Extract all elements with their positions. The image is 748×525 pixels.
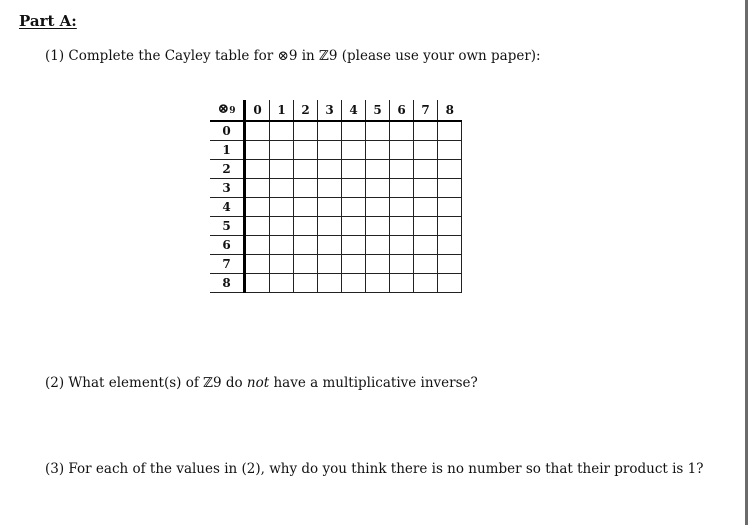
empty-cell [438, 198, 462, 217]
empty-cell [414, 217, 438, 236]
empty-cell [366, 179, 390, 198]
empty-cell [270, 255, 294, 274]
empty-cell [245, 255, 270, 274]
empty-cell [318, 198, 342, 217]
empty-cell [366, 141, 390, 160]
empty-cell [270, 121, 294, 141]
empty-cell [245, 179, 270, 198]
empty-cell [390, 160, 414, 179]
empty-cell [390, 236, 414, 255]
empty-cell [294, 255, 318, 274]
table-row [210, 236, 462, 255]
empty-cell [414, 160, 438, 179]
empty-cell [245, 236, 270, 255]
empty-cell [342, 217, 366, 236]
empty-cell [414, 179, 438, 198]
empty-cell [390, 255, 414, 274]
row-header: 0 [210, 121, 245, 141]
empty-cell [438, 141, 462, 160]
row-header: 6 [210, 236, 245, 255]
question-2-emphasis: not [246, 375, 270, 391]
question-1: (1) Complete the Cayley table for ⊗9 in ℤ9 (please use your own paper): [45, 48, 541, 64]
empty-cell [438, 179, 462, 198]
row-header: 2 [210, 160, 245, 179]
empty-cell [366, 274, 390, 293]
column-header: 8 [438, 100, 462, 121]
empty-cell [342, 179, 366, 198]
empty-cell [390, 217, 414, 236]
empty-cell [414, 255, 438, 274]
section-title: Part A: [19, 12, 77, 30]
empty-cell [414, 274, 438, 293]
column-header: 3 [318, 100, 342, 121]
empty-cell [342, 236, 366, 255]
table-row [210, 274, 462, 293]
empty-cell [366, 255, 390, 274]
table-row [210, 217, 462, 236]
empty-cell [270, 198, 294, 217]
empty-cell [390, 179, 414, 198]
empty-cell [294, 160, 318, 179]
empty-cell [270, 217, 294, 236]
empty-cell [318, 179, 342, 198]
empty-cell [318, 121, 342, 141]
operator-subscript: 9 [229, 106, 236, 116]
question-2 [45, 375, 478, 391]
empty-cell [438, 274, 462, 293]
table-row [210, 160, 462, 179]
empty-cell [318, 141, 342, 160]
empty-cell [270, 160, 294, 179]
empty-cell [342, 255, 366, 274]
row-header: 8 [210, 274, 245, 293]
empty-cell [245, 274, 270, 293]
empty-cell [318, 274, 342, 293]
empty-cell [390, 274, 414, 293]
empty-cell [318, 255, 342, 274]
empty-cell [294, 274, 318, 293]
empty-cell [318, 236, 342, 255]
empty-cell [366, 198, 390, 217]
otimes-icon: ⊗ [217, 101, 230, 117]
empty-cell [318, 217, 342, 236]
empty-cell [366, 121, 390, 141]
column-header: 7 [414, 100, 438, 121]
empty-cell [342, 198, 366, 217]
empty-cell [342, 121, 366, 141]
row-header: 1 [210, 141, 245, 160]
table-row [210, 121, 462, 141]
empty-cell [318, 160, 342, 179]
empty-cell [245, 198, 270, 217]
empty-cell [270, 179, 294, 198]
empty-cell [270, 274, 294, 293]
row-header: 5 [210, 217, 245, 236]
empty-cell [366, 236, 390, 255]
empty-cell [438, 236, 462, 255]
operator-cell [210, 100, 245, 121]
empty-cell [366, 217, 390, 236]
empty-cell [390, 141, 414, 160]
column-header: 4 [342, 100, 366, 121]
empty-cell [294, 179, 318, 198]
column-header: 6 [390, 100, 414, 121]
empty-cell [438, 255, 462, 274]
row-header: 3 [210, 179, 245, 198]
table-row [210, 179, 462, 198]
empty-cell [294, 236, 318, 255]
empty-cell [366, 160, 390, 179]
empty-cell [438, 160, 462, 179]
empty-cell [342, 160, 366, 179]
empty-cell [270, 141, 294, 160]
empty-cell [390, 198, 414, 217]
question-2-text-start: (2) What element(s) of ℤ9 do [45, 375, 247, 391]
table-row [210, 255, 462, 274]
table-header-row [210, 100, 462, 121]
table-row [210, 198, 462, 217]
empty-cell [245, 160, 270, 179]
row-header: 7 [210, 255, 245, 274]
column-header: 0 [245, 100, 270, 121]
column-header: 2 [294, 100, 318, 121]
row-header: 4 [210, 198, 245, 217]
empty-cell [414, 141, 438, 160]
empty-cell [414, 236, 438, 255]
empty-cell [245, 121, 270, 141]
table-row [210, 141, 462, 160]
empty-cell [270, 236, 294, 255]
empty-cell [342, 141, 366, 160]
column-header: 5 [366, 100, 390, 121]
cayley-table [210, 100, 462, 293]
empty-cell [390, 121, 414, 141]
empty-cell [245, 217, 270, 236]
question-2-text-end: have a multiplicative inverse? [269, 375, 478, 391]
empty-cell [414, 198, 438, 217]
empty-cell [438, 121, 462, 141]
empty-cell [342, 274, 366, 293]
empty-cell [294, 217, 318, 236]
empty-cell [245, 141, 270, 160]
empty-cell [294, 198, 318, 217]
question-3: (3) For each of the values in (2), why do you think there is no number so that their product is 1? [45, 461, 704, 477]
column-header: 1 [270, 100, 294, 121]
empty-cell [438, 217, 462, 236]
empty-cell [414, 121, 438, 141]
empty-cell [294, 121, 318, 141]
empty-cell [294, 141, 318, 160]
